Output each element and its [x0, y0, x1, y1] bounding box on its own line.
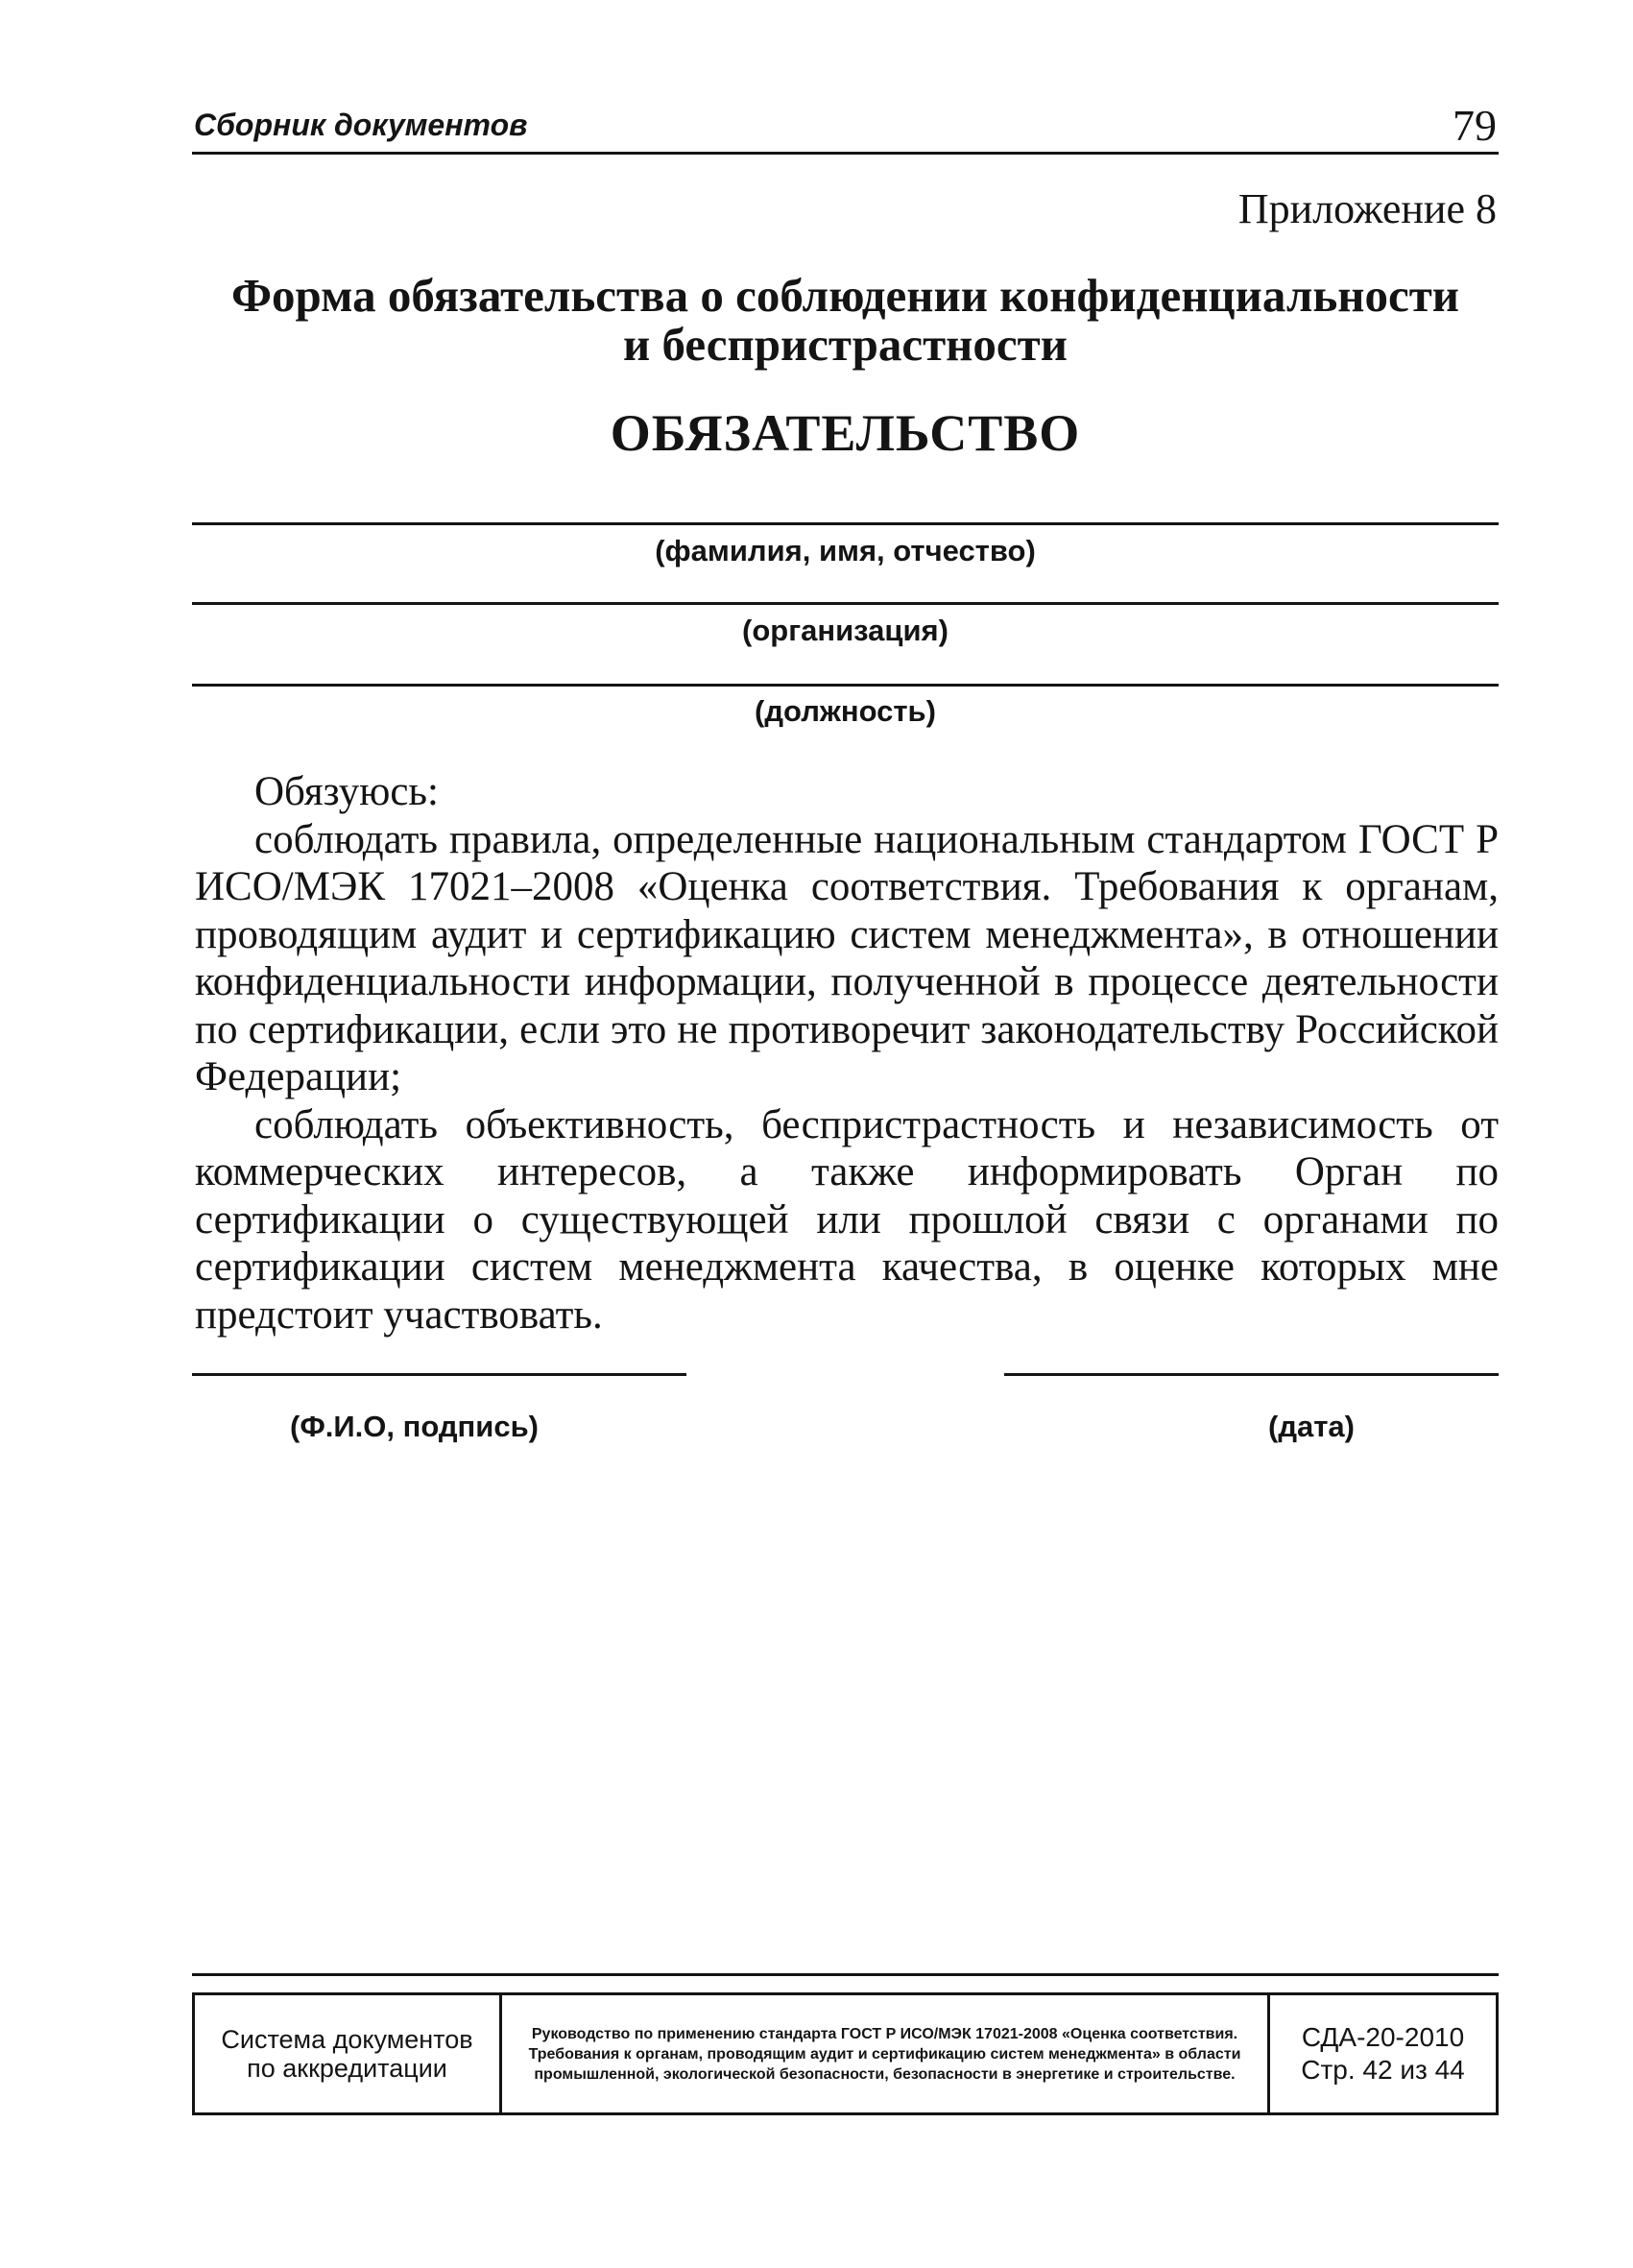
- running-title: Сборник документов: [194, 108, 528, 142]
- date-line[interactable]: [1004, 1373, 1499, 1376]
- organization-field-line[interactable]: [192, 602, 1499, 605]
- footer-page-of: Стр. 42 из 44: [1301, 2055, 1465, 2085]
- document-heading: ОБЯЗАТЕЛЬСТВО: [610, 404, 1081, 462]
- footer-code-value: СДА-20-2010: [1301, 2022, 1465, 2052]
- commitment-lead: Обязуюсь:: [254, 769, 439, 814]
- position-caption: (должность): [755, 694, 936, 728]
- date-caption: (дата): [1268, 1410, 1355, 1443]
- full-name-caption: (фамилия, имя, отчество): [655, 534, 1036, 567]
- position-field-line[interactable]: [192, 684, 1499, 687]
- commitment-paragraph-impartiality: соблюдать объективность, беспристрастность и независимость от коммерческих интересов, а также информировать Орган по сертификации о существующей или прошлой связи с органами по сертификации систем менеджмента качества, в оценке которых мне предстоит участвовать.: [195, 1101, 1499, 1338]
- footer-document-code: [1270, 1995, 1496, 2112]
- footer-document-system: [195, 1995, 502, 2112]
- footer-system-line-2: по аккредитации: [247, 2054, 447, 2083]
- header-rule: [192, 152, 1499, 155]
- footer-system-line-1: Система документов: [221, 2025, 473, 2054]
- document-title-line-2: и беспристрастности: [623, 318, 1068, 372]
- footer-box: [192, 1992, 1499, 2115]
- footer-rule: [192, 1973, 1499, 1976]
- organization-caption: (организация): [742, 614, 949, 647]
- full-name-field-line[interactable]: [192, 522, 1499, 525]
- signature-line[interactable]: [192, 1373, 686, 1376]
- footer-guide-title: Руководство по применению стандарта ГОСТ Р ИСО/МЭК 17021-2008 «Оценка соответствия. Требования к органам, проводящим аудит и сертификацию систем менеджмента» в области промышленной, экологической безопасности, безопасности в энергетике и строительстве.: [502, 1995, 1270, 2112]
- signature-caption: (Ф.И.О, подпись): [290, 1410, 539, 1443]
- document-title-line-1: Форма обязательства о соблюдении конфиденциальности: [230, 269, 1460, 322]
- document-title: [192, 271, 1499, 370]
- commitment-paragraph-confidentiality: соблюдать правила, определенные национальным стандартом ГОСТ Р ИСО/МЭК 17021–2008 «Оценка соответствия. Требования к органам, проводящим аудит и сертификацию систем менеджмента», в отношении конфиденциальности информации, полученной в процессе деятельности по сертификации, если это не противоречит законодательству Российской Федерации;: [195, 816, 1499, 1099]
- appendix-label: Приложение 8: [1237, 185, 1497, 232]
- page-number: 79: [1453, 101, 1497, 150]
- commitment-body: [195, 768, 1499, 1339]
